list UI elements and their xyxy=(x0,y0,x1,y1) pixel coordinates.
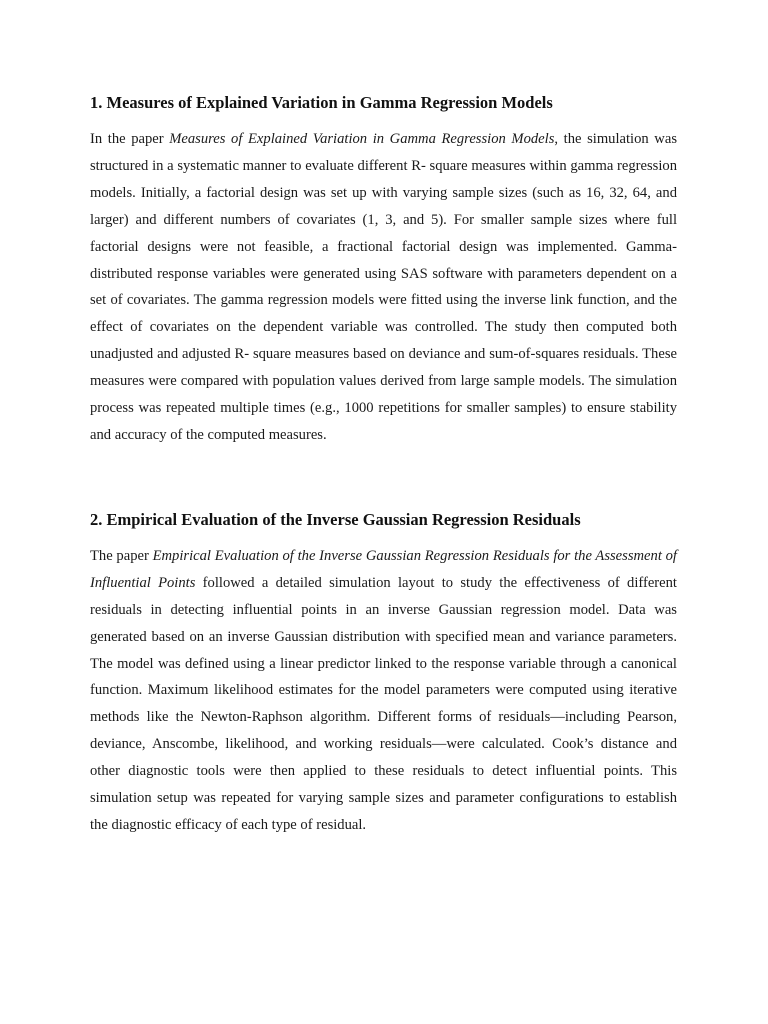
document-page xyxy=(90,92,677,839)
section-heading: 2. Empirical Evaluation of the Inverse Gaussian Regression Residuals xyxy=(90,509,581,529)
paper-title: Empirical Evaluation of the Inverse Gaussian Regression Residuals for the Assessment of Influential Points xyxy=(90,547,677,591)
paragraph-intro: The paper xyxy=(90,547,153,564)
section-gamma-regression xyxy=(90,92,677,449)
section-heading: 1. Measures of Explained Variation in Gamma Regression Models xyxy=(90,93,553,112)
paragraph-intro: In the paper xyxy=(90,131,170,147)
paper-title: Measures of Explained Variation in Gamma Regression Models xyxy=(169,131,555,147)
section-paragraph xyxy=(90,126,677,449)
section-paragraph xyxy=(90,543,677,839)
paragraph-body: , the simulation was structured in a systematic manner to evaluate different R- square measures within gamma regression models. Initially, a factorial design was set up with varying sample sizes (such as 16, 32, 64, and larger) and different numbers of covariates (1, 3, and 5). For smaller sample sizes where full factorial designs were not feasible, a fractional factorial design was implemented. Gamma-distributed response variables were generated using SAS software with parameters dependent on a set of covariates. The gamma regression models were fitted using the inverse link function, and the effect of covariates on the dependent variable was controlled. The study then computed both unadjusted and adjusted R- square measures based on deviance and sum-of-squares residuals. These measures were compared with population values derived from large sample models. The simulation process was repeated multiple times (e.g., 1000 repetitions for smaller samples) to ensure stability and accuracy of the computed measures. xyxy=(90,131,678,443)
section-inverse-gaussian xyxy=(90,509,677,839)
paragraph-body: followed a detailed simulation layout to study the effectiveness of different residuals in detecting influential points in an inverse Gaussian regression model. Data was generated based on an inverse Gaussian distribution with specified mean and variance parameters. The model was defined using a linear predictor linked to the response variable through a canonical function. Maximum likelihood estimates for the model parameters were computed using iterative methods like the Newton-Raphson algorithm. Different forms of residuals—including Pearson, deviance, Anscombe, likelihood, and working residuals—were calculated. Cook’s distance and other diagnostic tools were then applied to these residuals to detect influential points. This simulation setup was repeated for varying sample sizes and parameter configurations to establish the diagnostic efficacy of each type of residual. xyxy=(90,574,677,833)
